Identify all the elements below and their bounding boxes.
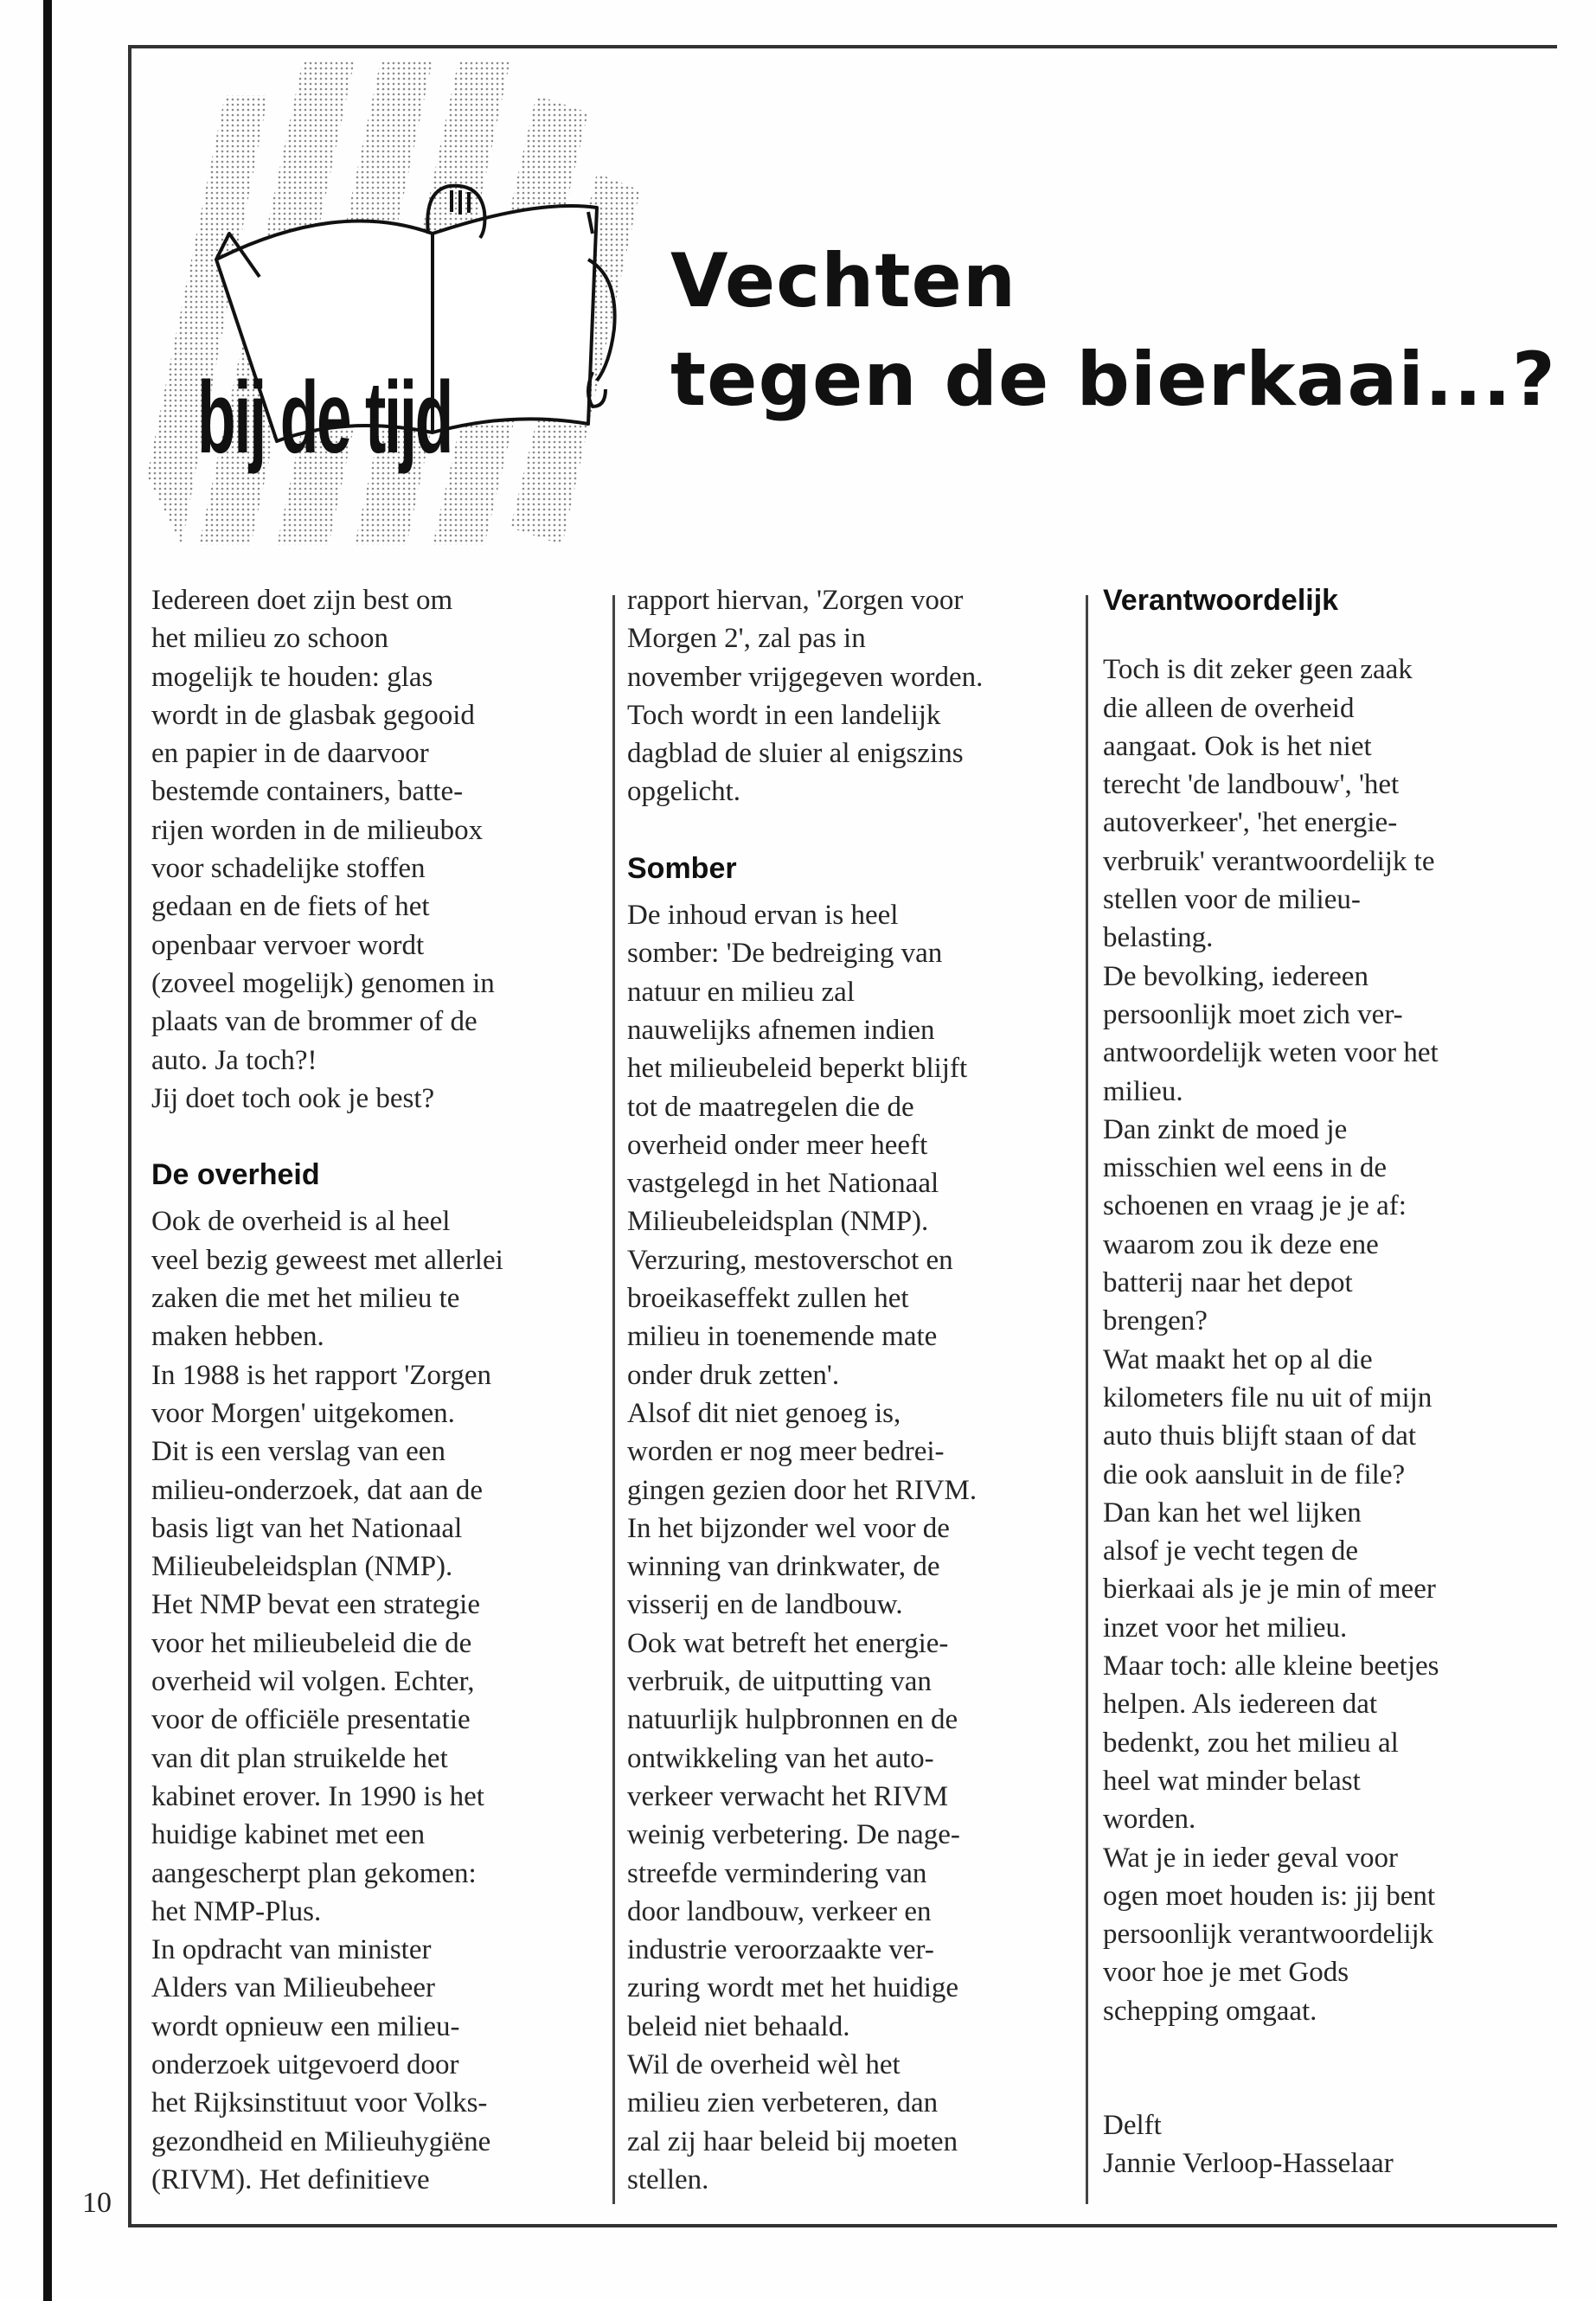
binding-edge (43, 0, 52, 2301)
text-line: schoenen en vraag je je af: (1103, 1190, 1407, 1222)
logo-text: bij de tijd (197, 361, 452, 475)
text-line: voor hoe je met Gods (1103, 1957, 1349, 1989)
text-line: Alsof dit niet genoeg is, (627, 1397, 901, 1429)
text-line: In 1988 is het rapport 'Zorgen (151, 1359, 492, 1391)
text-line: Ook de overheid is al heel (151, 1206, 451, 1238)
text-line: Milieubeleidsplan (NMP). (627, 1206, 929, 1238)
intro-paragraph (627, 581, 983, 811)
text-line: en papier in de daarvoor (151, 738, 429, 770)
text-line: nauwelijks afnemen indien (627, 1014, 935, 1046)
text-line: die alleen de overheid (1103, 692, 1355, 724)
text-line: het milieu zo schoon (151, 623, 389, 655)
text-line: auto. Ja toch?! (151, 1044, 317, 1076)
text-line: Alders van Milieubeheer (151, 1972, 436, 2004)
text-line: Milieubeleidsplan (NMP). (151, 1551, 453, 1583)
text-line: kabinet erover. In 1990 is het (151, 1780, 484, 1812)
text-line: milieu. (1103, 1075, 1183, 1107)
column-3 (1103, 581, 1439, 2183)
text-line: voor Morgen' uitgekomen. (151, 1397, 455, 1429)
text-line: winning van drinkwater, de (627, 1551, 940, 1583)
text-line: Wil de overheid wèl het (627, 2048, 901, 2080)
text-line: verbruik, de uitputting van (627, 1666, 932, 1698)
text-line: terecht 'de landbouw', 'het (1103, 769, 1400, 801)
text-line: Dit is een verslag van een (151, 1436, 445, 1468)
text-line: gingen gezien door het RIVM. (627, 1474, 977, 1506)
text-line: batterij naar het depot (1103, 1267, 1353, 1299)
text-line: onder druk zetten'. (627, 1359, 840, 1391)
text-line: het NMP-Plus. (151, 1895, 322, 1927)
section-heading-somber: Somber (627, 851, 737, 885)
column-rule (612, 595, 615, 2204)
text-line: aangaat. Ook is het niet (1103, 730, 1372, 762)
text-line: Jij doet toch ook je best? (151, 1082, 435, 1114)
text-line: voor schadelijke stoffen (151, 853, 426, 885)
text-line: bestemde containers, batte- (151, 776, 464, 808)
text-line: verbruik' verantwoordelijk te (1103, 845, 1435, 877)
signature-name: Jannie Verloop-Hasselaar (1103, 2148, 1394, 2180)
text-line: verkeer verwacht het RIVM (627, 1780, 949, 1812)
text-line: persoonlijk moet zich ver- (1103, 998, 1403, 1030)
body-text (151, 1202, 503, 2199)
text-line: Toch wordt in een landelijk (627, 699, 941, 731)
text-line: ontwikkeling van het auto- (627, 1742, 934, 1774)
text-line: inzet voor het milieu. (1103, 1612, 1348, 1644)
text-line: In opdracht van minister (151, 1934, 432, 1966)
headline-line-1: Vechten (670, 238, 1017, 324)
text-line: Iedereen doet zijn best om (151, 585, 453, 616)
text-line: Het NMP bevat een strategie (151, 1589, 480, 1621)
article-headline (670, 232, 1556, 429)
text-line: van dit plan struikelde het (151, 1742, 448, 1774)
text-line: mogelijk te houden: glas (151, 661, 433, 693)
text-line: worden er nog meer bedrei- (627, 1436, 945, 1468)
text-line: waarom zou ik deze ene (1103, 1228, 1379, 1260)
text-line: rijen worden in de milieubox (151, 814, 484, 846)
text-line: rapport hiervan, 'Zorgen voor (627, 585, 964, 616)
text-line: (zoveel mogelijk) genomen in (151, 967, 495, 999)
text-line: ogen moet houden is: jij bent (1103, 1880, 1436, 1912)
text-line: Wat maakt het op al die (1103, 1343, 1373, 1375)
text-line: november vrijgegeven worden. (627, 661, 984, 693)
text-line: huidige kabinet met een (151, 1819, 426, 1851)
text-line: brengen? (1103, 1305, 1208, 1337)
text-line: Dan zinkt de moed je (1103, 1113, 1348, 1145)
text-line: streefde vermindering van (627, 1857, 927, 1889)
text-line: schepping omgaat. (1103, 1995, 1317, 2027)
text-line: opgelicht. (627, 776, 741, 808)
text-line: wordt in de glasbak gegooid (151, 699, 475, 731)
text-line: zal zij haar beleid bij moeten (627, 2125, 958, 2157)
text-line: heel wat minder belast (1103, 1765, 1361, 1797)
text-line: tot de maatregelen die de (627, 1091, 914, 1123)
text-line: het milieubeleid beperkt blijft (627, 1053, 968, 1085)
text-line: Ook wat betreft het energie- (627, 1627, 949, 1659)
text-line: plaats van de brommer of de (151, 1006, 478, 1038)
text-line: voor het milieubeleid die de (151, 1627, 472, 1659)
column-rule (1086, 595, 1088, 2204)
text-line: Morgen 2', zal pas in (627, 623, 866, 655)
text-line: broeikaseffekt zullen het (627, 1283, 909, 1315)
body-text (627, 896, 983, 2199)
text-line: kilometers file nu uit of mijn (1103, 1381, 1433, 1413)
text-line: Toch is dit zeker geen zaak (1103, 654, 1413, 686)
text-line: belasting. (1103, 922, 1214, 954)
intro-paragraph (151, 581, 503, 1118)
text-line: overheid wil volgen. Echter, (151, 1666, 475, 1698)
text-line: voor de officiële presentatie (151, 1704, 471, 1736)
text-line: door landbouw, verkeer en (627, 1895, 932, 1927)
text-line: auto thuis blijft staan of dat (1103, 1420, 1417, 1452)
text-line: stellen voor de milieu- (1103, 884, 1361, 916)
text-line: Dan kan het wel lijken (1103, 1497, 1362, 1529)
text-line: die ook aansluit in de file? (1103, 1458, 1406, 1490)
text-line: openbaar vervoer wordt (151, 929, 425, 961)
text-line: onderzoek uitgevoerd door (151, 2048, 459, 2080)
text-line: beleid niet behaald. (627, 2010, 850, 2042)
text-line: autoverkeer', 'het energie- (1103, 807, 1398, 839)
page-number: 10 (82, 2187, 112, 2219)
text-line: visserij en de landbouw. (627, 1589, 903, 1621)
text-line: vastgelegd in het Nationaal (627, 1168, 939, 1200)
text-line: alsof je vecht tegen de (1103, 1535, 1359, 1567)
text-line: persoonlijk verantwoordelijk (1103, 1919, 1434, 1951)
text-line: Wat je in ieder geval voor (1103, 1842, 1398, 1874)
text-line: dagblad de sluier al enigszins (627, 738, 964, 770)
text-line: De inhoud ervan is heel (627, 900, 899, 932)
text-line: bedenkt, zou het milieu al (1103, 1727, 1399, 1759)
text-line: het Rijksinstituut voor Volks- (151, 2087, 488, 2119)
text-line: veel bezig geweest met allerlei (151, 1244, 503, 1276)
text-line: stellen. (627, 2163, 709, 2195)
column-1 (151, 581, 503, 2199)
text-line: milieu-onderzoek, dat aan de (151, 1474, 483, 1506)
text-line: (RIVM). Het definitieve (151, 2163, 430, 2195)
text-line: natuurlijk hulpbronnen en de (627, 1704, 958, 1736)
text-line: milieu in toenemende mate (627, 1321, 938, 1353)
section-heading-overheid: De overheid (151, 1158, 320, 1192)
text-line: basis ligt van het Nationaal (151, 1512, 463, 1544)
text-line: aangescherpt plan gekomen: (151, 1857, 477, 1889)
text-line: Verzuring, mestoverschot en (627, 1244, 953, 1276)
column-2 (627, 581, 983, 2199)
signature-place: Delft (1103, 2109, 1162, 2141)
body-text (1103, 651, 1439, 2030)
text-line: overheid onder meer heeft (627, 1129, 928, 1161)
text-line: Maar toch: alle kleine beetjes (1103, 1650, 1439, 1682)
text-line: milieu zien verbeteren, dan (627, 2087, 939, 2119)
text-line: gezondheid en Milieuhygiëne (151, 2125, 491, 2157)
text-line: gedaan en de fiets of het (151, 891, 430, 923)
text-line: zuring wordt met het huidige (627, 1972, 959, 2004)
text-line: misschien wel eens in de (1103, 1152, 1388, 1184)
text-line: somber: 'De bedreiging van (627, 938, 943, 970)
text-line: natuur en milieu zal (627, 976, 855, 1008)
text-line: worden. (1103, 1804, 1196, 1836)
text-line: De bevolking, iedereen (1103, 960, 1368, 992)
text-line: zaken die met het milieu te (151, 1283, 460, 1315)
text-line: In het bijzonder wel voor de (627, 1512, 950, 1544)
text-line: antwoordelijk weten voor het (1103, 1037, 1439, 1069)
text-line: maken hebben. (151, 1321, 324, 1353)
newspaper-reader-illustration (147, 61, 683, 571)
text-line: bierkaai als je je min of meer (1103, 1574, 1436, 1606)
text-line: weinig verbetering. De nage- (627, 1819, 960, 1851)
text-line: wordt opnieuw een milieu- (151, 2010, 460, 2042)
section-heading-verantwoordelijk: Verantwoordelijk (1103, 584, 1339, 617)
headline-line-2: tegen de bierkaai...? (670, 336, 1556, 423)
text-line: helpen. Als iedereen dat (1103, 1689, 1378, 1721)
text-line: industrie veroorzaakte ver- (627, 1934, 934, 1966)
